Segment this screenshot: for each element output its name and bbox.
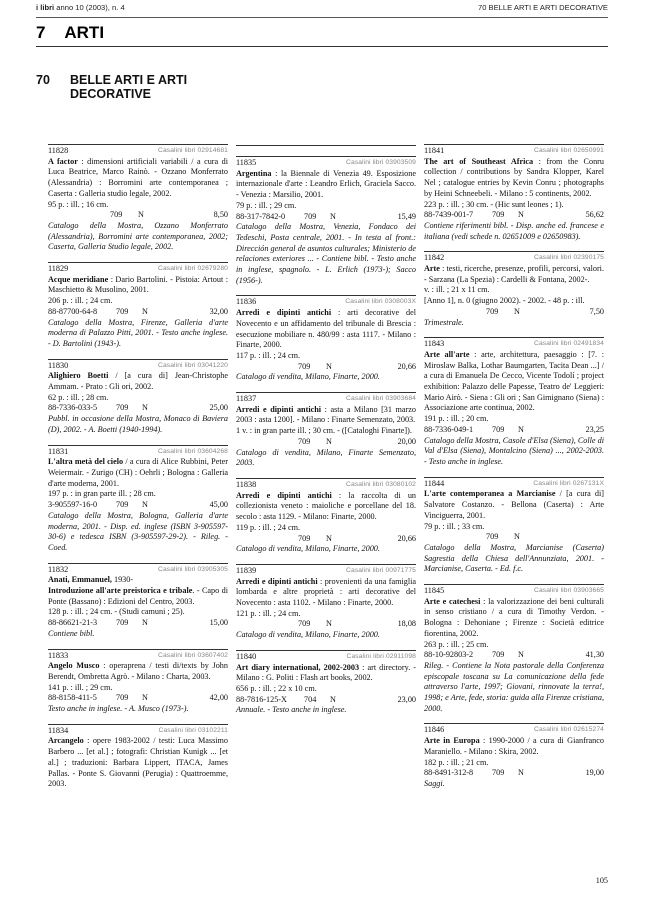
entry-physical: 182 p. : ill. ; 21 cm. [424,757,489,767]
entry-title: Arredi e dipinti antichi [236,308,332,318]
entry-type: N [142,500,148,510]
entry-physical: 62 p. : ill. ; 28 cm. [48,392,109,402]
entry-title: Arredi e dipinti antichi [236,404,322,414]
entry-note: Catalogo della Mostra, Ozzano Monferrato (Alessandria), Borromini arte contemporanea, 2002; Caserta, Galleria Studio legale, 2002. [48,220,228,252]
entry-physical: 117 p. : ill. ; 24 cm. [236,350,301,360]
entry-class: 709 [298,361,311,371]
column-2 [236,135,416,725]
entry-description: : arti decorative del Novecento e un affidamento del tribunale di Brescia : esecuzione mobiliare n. 480/99 : asta 1117. - Milano : Finarte, 2000. [236,308,417,350]
entry-note: Catalogo della Mostra, Venezia, Fondaco dei Tedeschi, Posta centrale, 2001. - In testa al front.: Dirección general de asuntos culturales; Ministerio de relaciones exteriores ... - Contiene bibl. - Testo anche in inglese, spagnolo. - L. Erlich (1973-); Sacco (1956-). [236,222,416,285]
entry-isbn: 88-7816-125-X [236,694,287,704]
entry-source: Casalini libri 03041220 [158,361,228,369]
entry-id: 11841 [424,146,445,155]
entry-11840 [236,650,416,716]
entry-11843 [424,337,604,467]
entry-price: 15,49 [397,211,416,221]
entry-note: Catalogo della Mostra, Bologna, Galleria d'arte moderna, 2001. - Disp. ed. inglese (ISBN 3-905597-30-6) e tedesca ISBN (3-905597-29-2). - Rileg. - Coed. [48,510,228,552]
entry-isbn: 88-7336-033-5 [48,403,98,413]
entry-description: : asta a Milano [31 marzo 2003 : asta 1200]. - Milano : Finarte Semenzato, 2003. [236,404,416,425]
entry-class: 709 [492,210,505,220]
entry-physical: v. : ill. ; 21 x 11 cm. [424,285,490,295]
entry-note: Pubbl. in occasione della Mostra, Monaco di Baviera (D), 2002. - A. Boetti (1940-1994). [48,414,228,434]
entry-isbn: 88-87700-64-8 [48,306,98,316]
entry-11834-continued [236,135,416,136]
entry-type: N [518,650,524,660]
section-heading [36,23,104,43]
entry-note: Testo anche in inglese. - A. Musco (1973-). [48,704,189,714]
entry-11831 [48,445,228,554]
entry-price: 18,08 [397,619,416,629]
entry-type: N [142,618,148,628]
entry-physical: 95 p. : ill. ; 16 cm. [48,199,109,209]
subsection-heading [36,73,187,101]
entry-type: N [518,210,524,220]
entry-description: : from the Conru collection / contributions by Sandra Klopper, Karel Nel ; catalogue entries by Kevin Conru ; photographs by Heini Schneebeli. - Milano : 5 continents, 2002. [424,156,605,198]
entry-physical: 263 p. : ill. ; 25 cm. [424,639,489,649]
entry-physical: 128 p. : ill. ; 24 cm. - (Studi camuni ; 25). [48,607,185,617]
running-header [36,0,608,17]
entry-title: L'arte contemporanea a Marcianise [424,489,556,499]
column-1 [48,144,228,799]
entry-isbn: 88-7336-049-1 [424,424,474,434]
entry-isbn: 88-317-7842-0 [236,211,286,221]
column-3 [424,144,604,799]
entry-note: Catalogo di vendita, Milano, Finarte, 2000. [236,544,380,554]
entry-note: Catalogo di vendita, Milano, Finarte, 2000. [236,630,380,640]
entry-price: 19,00 [585,768,604,778]
entry-source: Casalini libri 02911098 [346,652,416,660]
entry-11828 [48,144,228,253]
entry-11830 [48,359,228,436]
entry-class: 709 [492,650,505,660]
entry-note: Catalogo della Mostra, Firenze, Galleria d'arte moderna di Palazzo Pitti, 2001. - Testo anche inglese. - D. Bartolini (1943-). [48,317,228,348]
entry-source: Casalini libri 00971775 [346,566,416,574]
entry-physical: 206 p. : ill. ; 24 cm. [48,296,113,306]
entry-description: : la valorizzazione dei beni culturali in senso cristiano / a cura di Timothy Verdon. - Bologna : Dehoniane ; Firenze : Società editrice fiorentina, 2002. [424,596,605,638]
entry-id: 11840 [236,651,257,661]
entry-11832 [48,563,228,640]
entry-id: 11830 [48,360,69,370]
entry-type: N [326,361,332,371]
entry-title: Arte [424,264,440,274]
subsection-number: 70 [36,73,50,87]
entry-id: 11843 [424,339,445,349]
cross-reference [236,145,416,147]
entry-class: 709 [116,500,129,510]
entry-author-years: 1930- [113,575,134,585]
entry-note: Contiene bibl. [48,628,95,638]
entry-11834 [48,724,228,790]
entry-title: Arcangelo [48,736,84,746]
entry-price: 23,00 [397,694,416,704]
entry-class: 709 [116,618,129,628]
entry-id: 11846 [424,725,445,735]
entry-description: . - Capo di Ponte (Bassano) : Edizioni del Centro, 2003. [48,586,228,606]
entry-id: 11836 [236,297,257,307]
entry-class: 709 [486,532,499,542]
entry-type: N [142,403,148,413]
entry-title: Arte in Europa [424,736,480,746]
entry-id: 11838 [236,479,257,489]
entry-id: 11833 [48,650,69,660]
entry-id: 11828 [48,146,69,155]
entry-physical: 79 p. : ill. ; 33 cm. [424,521,485,531]
entry-source: Casalini libri 03604268 [158,447,228,455]
entry-source: Casalini libri 02615274 [534,726,604,734]
entry-note: Contiene riferimenti bibl. - Disp. anche ed. francese e italiana (vedi schede n. 02651009 e 02650983). [424,220,604,241]
entry-description: : Dario Bartolini. - Pistoia: Artout : Maschietto & Musolino, 2001. [48,274,228,295]
header-left [36,3,125,12]
entry-note: Saggi. [424,778,445,788]
entry-11835 [236,156,416,286]
entry-id: 11844 [424,478,445,488]
entry-source: Casalini libri 03905305 [158,565,228,573]
entry-physical: 197 p. : in gran parte ill. ; 28 cm. [48,489,156,499]
entry-note: Rileg. - Contiene la Nota pastorale della Conferenza episcopale toscana su La comunicazione della fede attraverso l'arte, 1997; Giovani, rinnovate la terra!, 1998; e Arte, fede, storia: guida alla Firenze cristiana, 2000. [424,660,604,713]
entry-class: 709 [298,619,311,629]
entry-11836 [236,295,416,383]
entry-id: 11829 [48,264,69,274]
entry-author: Anati, Emmanuel, [48,575,112,585]
subsection-title-line1: BELLE ARTI E ARTI [70,73,188,87]
entry-source: Casalini libri 02491834 [534,340,604,348]
section-number: 7 [36,23,46,42]
entry-isbn: 88-86621-21-3 [48,618,98,628]
entry-class: 709 [304,211,317,221]
entry-11833 [48,649,228,715]
entry-id: 11832 [48,564,69,574]
entry-id: 11834 [48,725,69,735]
entry-isbn: 88-10-92803-2 [424,650,474,660]
entry-11841 [424,144,604,242]
entry-description: : operaprena / testi di/texts by John Berendt, Ombretta Agrò. - Milano : Charta, 2003. [48,661,228,681]
entry-source: Casalini libri 0267131X [533,479,604,487]
journal-name: i libri [36,3,55,12]
entry-title: Art diary international, 2002-2003 [236,662,360,672]
entry-isbn: 88-7439-001-7 [424,210,474,220]
entry-price: 32,00 [209,306,228,316]
entry-title: The art of Southeast Africa [424,156,534,166]
entry-class: 709 [298,436,311,446]
header-right: 70 BELLE ARTI E ARTI DECORATIVE [478,3,608,12]
entry-price: 45,00 [209,500,228,510]
entry-physical: 191 p. : ill. ; 20 cm. [424,414,489,424]
entry-physical: 119 p. : ill. ; 24 cm. [236,522,301,532]
entry-issue-detail: [Anno 1], n. 0 (giugno 2002). - 2002. - 48 p. : ill. [424,296,585,306]
entry-type: N [326,533,332,543]
entry-11842 [424,251,604,328]
entry-type: N [142,693,148,703]
entry-11829 [48,262,228,350]
entry-type: N [514,306,520,316]
entry-physical: 79 p. : ill. ; 29 cm. [236,200,297,210]
entry-11839 [236,564,416,641]
entry-class: 704 [304,694,317,704]
entry-note: Catalogo di vendita, Milano, Finarte Semenzato, 2003. [236,447,416,468]
entry-note: Catalogo di vendita, Milano, Finarte, 2000. [236,372,380,382]
entry-isbn: 88-8158-411-5 [48,693,97,703]
entry-physical: 223 p. : ill. ; 30 cm. - (Hic sunt leones ; 1). [424,199,564,209]
entry-title: L'altra metà del cielo [48,457,124,467]
entry-id: 11835 [236,158,257,167]
entry-11844 [424,477,604,575]
entry-price: 41,30 [585,650,604,660]
entry-title: Angelo Musco [48,661,100,671]
entry-price: 20,66 [397,533,416,543]
entry-price: 56,62 [585,210,604,220]
entry-description: / [a cura di] Jean-Christophe Ammam. - Prato : Gli ori, 2002. [48,371,229,392]
section-title: ARTI [64,23,105,42]
entry-physical: 1 v. : in gran parte ill. ; 30 cm. - ([Cataloghi Finarte]). [236,426,412,436]
entry-id: 11842 [424,253,445,263]
entry-price: 42,00 [209,693,228,703]
entry-title: Arredi e dipinti antichi [236,490,332,500]
entry-class: 709 [486,306,499,316]
entry-physical: 656 p. : ill. ; 22 x 10 cm. [236,683,317,693]
entry-description: : la Biennale di Venezia 49. Esposizione internazionale d'arte : Leandro Erlich, Graciela Sacco. - Venezia : Marsilio, 2001. [236,168,417,200]
entry-physical: 141 p. : ill. ; 29 cm. [48,682,113,692]
entry-title: Introduzione all'arte preistorica e tribale [48,586,193,596]
entry-title: A factor [48,156,78,166]
entry-note: Trimestrale. [424,317,464,327]
entry-description: : la raccolta di un collezionista veneto : maioliche e porcellane del 18. secolo : asta 1129. - Milano: Finarte, 2000. [236,490,417,522]
entry-price: 20,00 [397,436,416,446]
entry-source: Casalini libri 03903665 [534,587,604,595]
entry-description: : dimensioni artificiali variabili / a cura di Luca Beatrice, Marco Rainò. - Ozzano Monferrato (Alessandria) : Borromini arte contemporanea ; Caserta : Galleria studio legale, 2002. [48,156,228,198]
entry-id: 11831 [48,446,69,456]
entry-class: 709 [116,403,129,413]
entry-title: Arte e catechesi [424,596,481,606]
entry-note: Annuale. - Testo anche in inglese. [236,705,347,715]
entry-class: 709 [116,693,129,703]
entry-11846 [424,723,604,789]
entry-type: N [326,436,332,446]
entry-class: 709 [492,424,505,434]
entry-title: Arte all'arte [424,349,470,359]
entry-source: Casalini libri 02650991 [534,147,604,154]
entry-source: Casalini libri 03607402 [158,651,228,659]
entry-type: N [330,694,336,704]
entry-title: Acque meridiane [48,274,109,284]
entry-11837 [236,392,416,469]
entry-source: Casalini libri 02390175 [534,254,604,262]
entry-isbn: 88-8491-312-8 [424,768,474,778]
entry-price: 23,25 [585,424,604,434]
entry-description: / a cura di Alice Rubbini, Peter Weiermair. - Zurigo (CH) : Oehrli ; Bologna : Galleria d'arte moderna, 2001. [48,457,228,488]
journal-issue: anno 10 (2003), n. 4 [56,3,125,12]
entry-source: Casalini libri 03080102 [346,480,416,488]
entry-description: : opere 1983-2002 / testi: Luca Massimo Barbero ... [et al.] ; fotografi: Christian Kunigk ... [et al.] ; traduzioni: Barbara Lippert, ITACA, James Pallas. - Ponte S. Giovanni (Perugia) : Quattroemme, 2003. [48,736,229,789]
entry-type: N [330,211,336,221]
section-rule [36,46,608,47]
entry-id: 11845 [424,586,445,596]
entry-description: : 1990-2000 / a cura di Gianfranco Maraniello. - Milano : Skira, 2002. [424,736,604,756]
entry-source: Casalini libri 03903509 [346,159,416,166]
entry-type: N [514,532,520,542]
entry-description: : arte, architettura, paesaggio : [7. : Miroslaw Balka, Lothar Baumgarten, Tacita Dean ...] / a cura di Emanuela De Cecco, Vicente Todolí ; project exhibition: Palazzo delle Papesse, Teatro de' Leggieri: Mario Airò. - Siena : Gli ori ; San Gimignano (Siena) : Associazione arte continua, 2002. [424,349,604,413]
entry-type: N [142,306,148,316]
entry-source: Casalini libri 02914681 [158,147,228,154]
entry-class: 709 [110,210,123,220]
entry-type: N [138,210,144,220]
entry-11845 [424,584,604,714]
entry-id: 11839 [236,565,257,575]
page-number: 105 [595,876,608,885]
entry-id: 11837 [236,394,257,404]
entry-source: Casalini libri 03102211 [158,726,228,734]
entry-description: / [a cura di] Salvatore Costanzo. - Bellona (Caserta) : Arte Vinciguerra, 2001. [424,489,604,520]
entry-price: 25,00 [209,403,228,413]
entry-source: Casalini libri 0308003X [345,298,416,306]
entry-price: 20,66 [397,361,416,371]
entry-source: Casalini libri 03903684 [346,395,416,403]
entry-class: 709 [492,768,505,778]
entry-class: 709 [298,533,311,543]
entry-11838 [236,478,416,555]
entry-source: Casalini libri 02679280 [158,265,228,273]
entry-type: N [518,424,524,434]
entry-description: : provenienti da una famiglia lombarda e altre proprietà : arti decorative del Novecento : asta 1102. - Milano : Finarte, 2000. [236,576,417,608]
entry-price: 7,50 [589,306,604,316]
entry-physical: 121 p. : ill. ; 24 cm. [236,608,301,618]
entry-type: N [326,619,332,629]
entry-title: Arredi e dipinti antichi [236,576,318,586]
entry-class: 709 [116,306,129,316]
entry-description: : art directory. - Milano : G. Politi : Flash art books, 2002. [236,662,417,683]
subsection-title-line2: DECORATIVE [70,87,152,101]
entry-price: 8,50 [213,210,228,220]
header-rule [36,17,608,18]
entry-title: Argentina [236,168,272,178]
entry-price: 15,00 [209,618,228,628]
entry-description: : testi, ricerche, presenze, profili, percorsi, valori. - Sarzana (La Spezia) : Cardelli & Fontana, 2002-. [424,264,604,284]
entry-note: Catalogo della Mostra, Casole d'Elsa (Siena), Colle di Val d'Elsa (Siena), Montalcino (Siena) ..., 2002-2003. - Testo anche in inglese. [424,435,604,466]
entry-note: Catalogo della Mostra, Marcianise (Caserta) Sagrestia della Chiesa dell'Annunziata, 2001. - Marcianise, Caserta. - Ed. f.c. [424,542,604,574]
entry-title: Alighiero Boetti [48,371,109,381]
entry-type: N [518,768,524,778]
entry-isbn: 3-905597-16-0 [48,500,98,510]
